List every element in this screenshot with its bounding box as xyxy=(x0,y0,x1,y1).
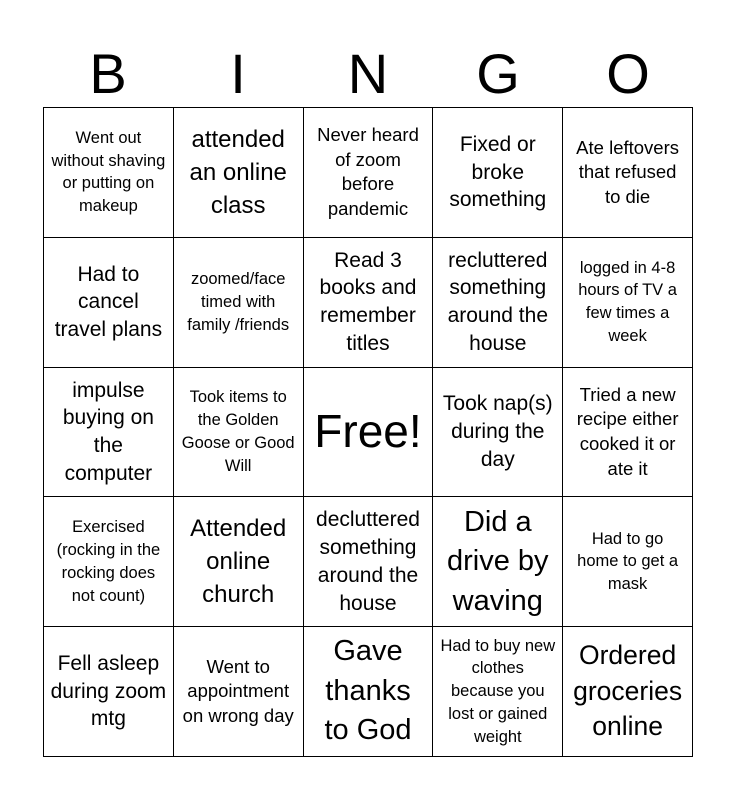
bingo-cell[interactable] xyxy=(304,627,434,757)
free-space-cell[interactable] xyxy=(304,368,434,498)
cell-text: Fixed or broke something xyxy=(449,132,547,212)
cell-text: Took items to the Golden Goose or Good Will xyxy=(181,388,295,475)
cell-text: decluttered something around the house xyxy=(316,508,420,615)
free-space-text: Free! xyxy=(314,405,422,458)
bingo-cell[interactable] xyxy=(44,108,174,238)
header-letter-g: G xyxy=(476,42,520,105)
bingo-cell[interactable] xyxy=(433,497,563,627)
cell-text: Exercised (rocking in the rocking does not count) xyxy=(56,518,161,605)
bingo-cell[interactable] xyxy=(563,627,693,757)
cell-text: Ate leftovers that refused to die xyxy=(576,136,679,207)
bingo-cell[interactable] xyxy=(174,627,304,757)
bingo-grid xyxy=(43,107,693,757)
bingo-cell[interactable] xyxy=(44,368,174,498)
cell-text: Attended online church xyxy=(190,515,287,609)
cell-text: Did a drive by waving xyxy=(447,505,549,617)
cell-text: Had to cancel travel plans xyxy=(54,262,163,342)
cell-text: Took nap(s) during the day xyxy=(442,392,553,471)
bingo-cell[interactable] xyxy=(174,368,304,498)
cell-text: attended an online class xyxy=(189,125,287,219)
header-letter-o: O xyxy=(606,42,650,105)
bingo-cell[interactable] xyxy=(174,497,304,627)
cell-text: Tried a new recipe either cooked it or ate it xyxy=(576,383,679,479)
bingo-cell[interactable] xyxy=(174,108,304,238)
header-letter-n: N xyxy=(347,42,389,105)
cell-text: Went to appointment on wrong day xyxy=(182,655,294,726)
cell-text: Read 3 books and remember titles xyxy=(319,248,417,355)
cell-text: Never heard of zoom before pandemic xyxy=(317,124,419,219)
cell-text: Went out without shaving or putting on makeup xyxy=(51,128,166,216)
bingo-cell[interactable] xyxy=(44,238,174,368)
bingo-cell[interactable] xyxy=(563,497,693,627)
bingo-cell[interactable] xyxy=(433,108,563,238)
bingo-cell[interactable] xyxy=(44,627,174,757)
bingo-cell[interactable] xyxy=(44,497,174,627)
bingo-cell[interactable] xyxy=(433,238,563,368)
bingo-cell[interactable] xyxy=(433,368,563,498)
cell-text: impulse buying on the computer xyxy=(62,378,154,485)
cell-text: recluttered something around the house xyxy=(447,248,548,355)
header-letter-b: B xyxy=(89,42,127,105)
bingo-cell[interactable] xyxy=(304,238,434,368)
cell-text: Ordered groceries online xyxy=(573,639,683,742)
bingo-cell[interactable] xyxy=(304,108,434,238)
header-letter-i: I xyxy=(230,42,246,105)
cell-text: logged in 4-8 hours of TV a few times a week xyxy=(578,258,677,345)
bingo-cell[interactable] xyxy=(174,238,304,368)
cell-text: Fell asleep during zoom mtg xyxy=(50,652,167,731)
bingo-cell[interactable] xyxy=(304,497,434,627)
cell-text: Had to go home to get a mask xyxy=(577,529,679,594)
bingo-cell[interactable] xyxy=(563,238,693,368)
cell-text: Had to buy new clothes because you lost or gained weight xyxy=(440,636,556,746)
bingo-cell[interactable] xyxy=(433,627,563,757)
bingo-cell[interactable] xyxy=(563,368,693,498)
cell-text: zoomed/face timed with family /friends xyxy=(187,270,290,334)
cell-text: Gave thanks to God xyxy=(324,635,412,747)
bingo-header xyxy=(43,40,693,108)
bingo-cell[interactable] xyxy=(563,108,693,238)
